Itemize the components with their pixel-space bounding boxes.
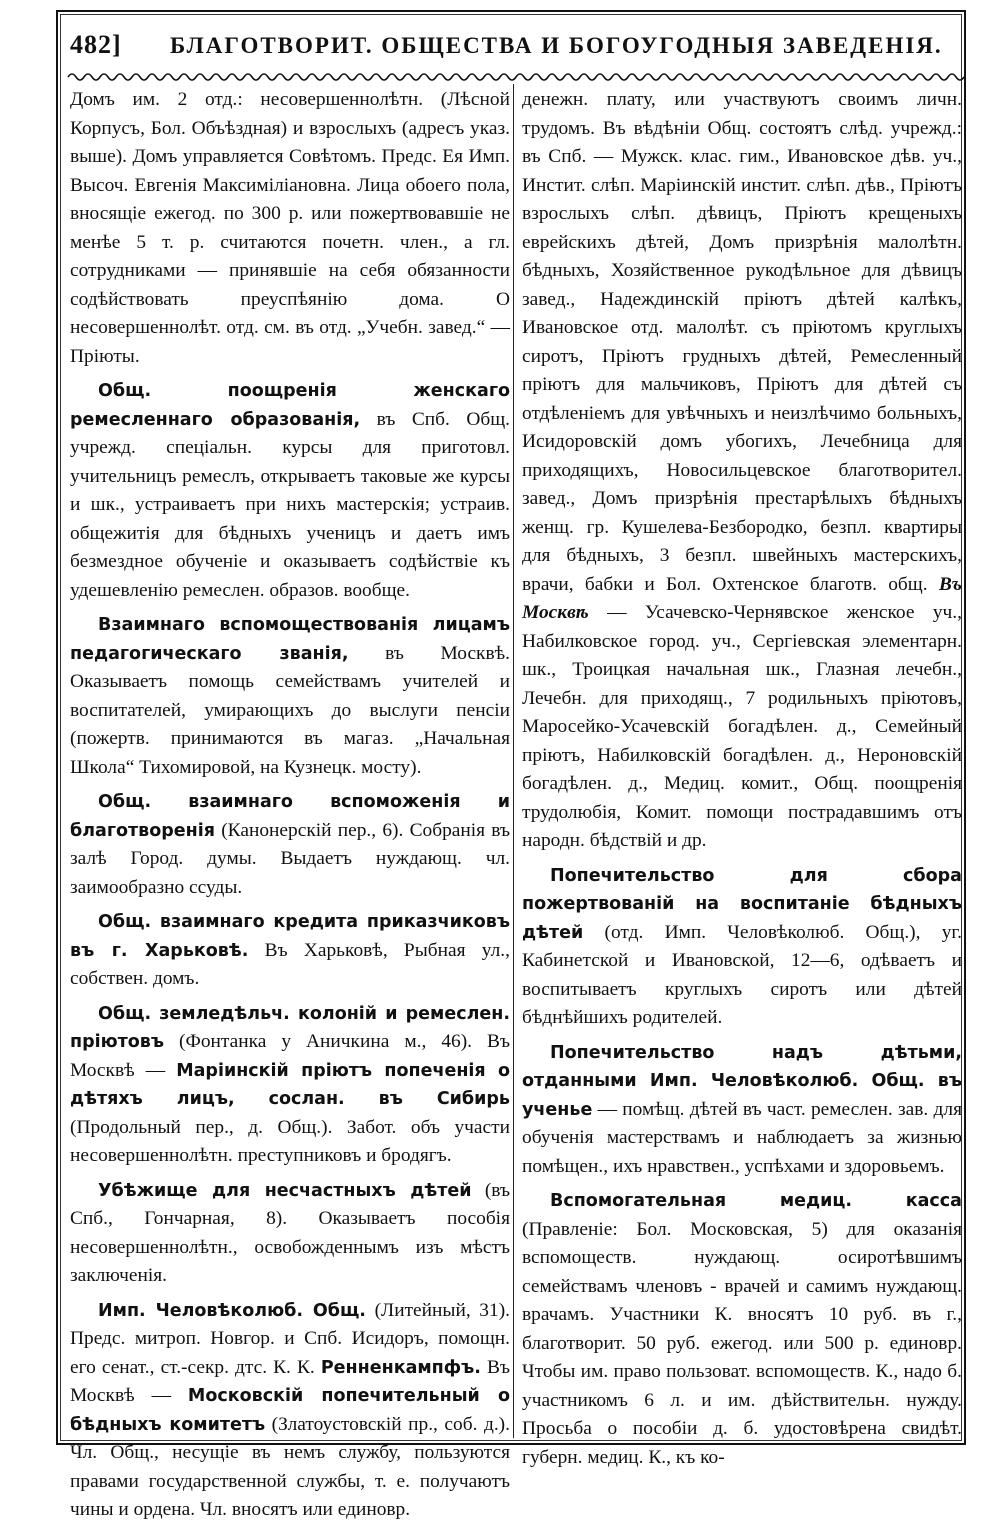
- entry-paragraph: [70, 611, 510, 782]
- wavy-rule-divider: [68, 70, 960, 84]
- entry-text: (Продольный пер., д. Общ.). Забот. объ участи несовершеннолѣтн. преступниковъ и бродягъ.: [70, 1116, 510, 1166]
- entry-text: Домъ им. 2 отд.: несовершеннолѣтн. (Лѣсной Корпусъ, Бол. Объѣздная) и взрослыхъ (адресъ указ. выше). Домъ управляется Совѣтомъ. Предс. Ея Имп. Высоч. Евгенія Максиміліановна. Лица обоего пола, вносящіе ежегод. по 300 р. или пожертвовавшіе не менѣе 5 т. р. считаются почетн. член., а гл. сотрудниками — принявшіе на себя обязанности содѣйствовать преуспѣянію дома. О несовершеннолѣт. отд. см. въ отд. „Учебн. завед.“ — Пріюты.: [70, 89, 510, 367]
- entry-text: въ Москвѣ. Оказываетъ помощь семействамъ учителей и воспитателей, умирающихъ до выслуги пенсіи (пожертв. принимаются въ магаз. „Начальная Школа“ Тихомировой, на Кузнецк. мосту).: [70, 642, 511, 778]
- entry-text: денежн. плату, или участвуютъ своимъ личн. трудомъ. Въ вѣдѣніи Общ. состоятъ слѣд. учрежд.: въ Спб. — Мужск. клас. гим., Ивановское дѣв. уч., Инстит. слѣп. Маріинскій инстит. слѣп. дѣв., Пріютъ взрослыхъ слѣп. дѣвицъ, Пріютъ крещеныхъ еврейскихъ дѣтей, Домъ призрѣнія малолѣтн. бѣдныхъ, Хозяйственное рукодѣльное для дѣвицъ завед., Надеждинскій пріютъ дѣтей калѣкъ, Ивановское отд. малолѣт. съ пріютомъ круглыхъ сиротъ, Пріютъ грудныхъ дѣтей, Ремесленный пріютъ для мальчиковъ, Пріютъ для дѣтей съ отдѣленіемъ для увѣчныхъ и неизлѣчимо больныхъ, Исидоровскій домъ убогихъ, Лечебница для приходящихъ, Новосильцевское благотворител. завед., Домъ призрѣнія престарѣлыхъ бѣдныхъ женщ. гр. Кушелева-Безбородко, безпл. квартиры для бѣдныхъ, 3 безпл. швейныхъ мастерскихъ, врачи, бабки и Бол. Охтенское благотв. общ.: [522, 89, 962, 595]
- entry-paragraph: [522, 86, 962, 856]
- entry-paragraph: [70, 1177, 510, 1291]
- entry-heading: Общ. поощренія женскаго ремесленнаго образованія,: [70, 381, 510, 430]
- entry-heading: Убѣжище для несчастныхъ дѣтей: [98, 1180, 472, 1201]
- entry-heading: Общ. земледѣльч. колоній и ремеслен. пріютовъ: [70, 1003, 510, 1052]
- city-label: Въ Москвѣ: [522, 573, 962, 623]
- entry-heading: Московскій попечительный о бѣдныхъ комитетъ: [70, 1386, 510, 1435]
- entry-text: — Усачевско-Чернявское женское уч., Набилковское город. уч., Сергіевская элементарн. шк., Троицкая начальная шк., Глазная лечебн., Лечебн. для приходящ., 7 родильныхъ пріютовъ, Маросейко-Усачевскій богадѣлен. д., Семейный пріютъ, Набилковскій богадѣлен. д., Нероновскій богадѣлен. д., Медиц. комит., Общ. поощренія трудолюбія, Комит. помощи пострадавшимъ отъ народн. бѣдствій и др.: [522, 602, 962, 851]
- entry-paragraph: [70, 1297, 510, 1525]
- entry-text: (Фонтанка у Аничкина м., 46). Въ Москвѣ —: [70, 1031, 510, 1081]
- right-column: [522, 86, 962, 1468]
- page-header: [70, 30, 960, 70]
- entry-paragraph: [522, 862, 962, 1033]
- entry-text: Въ Харьковѣ, Рыбная ул., собствен. домъ.: [70, 939, 510, 989]
- entry-paragraph: [522, 1187, 962, 1472]
- entry-paragraph: [70, 377, 510, 605]
- left-column: [70, 86, 511, 1520]
- entry-text: (Литейный, 31). Предс. митроп. Новгор. и Спб. Исидоръ, помощн. его сенат., ст.-секр. дтс. К. К.: [70, 1299, 510, 1378]
- entry-heading: Ренненкампфъ.: [320, 1357, 481, 1378]
- entry-heading: Вспомогательная медиц. касса: [550, 1191, 962, 1211]
- entry-paragraph: [70, 788, 510, 902]
- entry-paragraph: [522, 1039, 962, 1182]
- entry-text: (Златоустовскій пр., соб. д.). Чл. Общ., несущіе въ немъ службу, пользуются правами государственной службы, т. е. получаютъ чины и ордена. Чл. вносятъ или единовр.: [70, 1413, 510, 1520]
- entry-heading: Попечительство для сбора пожертвованій на воспитаніе бѣдныхъ дѣтей: [522, 865, 962, 943]
- page-number: 482]: [70, 30, 122, 59]
- entry-text: (отд. Имп. Человѣколюб. Общ.), уг. Кабинетской и Ивановской, 12—6, одѣваетъ и воспитываетъ круглыхъ сиротъ или дѣтей бѣднѣйшихъ родителей.: [522, 921, 962, 1028]
- entry-heading: Общ. взаимнаго вспоможенія и благотворенія: [70, 792, 510, 841]
- entry-text: (Правленіе: Бол. Московская, 5) для оказанія вспомоществ. нуждающ. осиротѣвшимъ семействамъ членовъ - врачей и самимъ нуждающ. врачамъ. Участники К. вносятъ 10 руб. въ г., благотворит. 50 руб. ежегод. или 500 р. единовр. Чтобы им. право пользоват. вспомоществ. К., надо б. участникомъ 6 л. и им. дѣйствительн. нужду. Просьба о пособіи д. б. удостовѣрена свидѣт. губерн. медиц. К., къ ко-: [522, 1218, 962, 1468]
- entry-heading: Имп. Человѣколюб. Общ.: [98, 1300, 366, 1321]
- entry-heading: Маріинскій пріютъ попеченія о дѣтяхъ лицъ, сослан. въ Сибирь: [70, 1060, 511, 1109]
- entry-heading: Попечительство надъ дѣтьми, отданными Имп. Человѣколюб. Общ. въ ученье: [522, 1042, 962, 1120]
- column-divider: [513, 84, 514, 1438]
- entry-text: — помѣщ. дѣтей въ част. ремеслен. зав. для обученія мастерствамъ и наблюдаетъ за жизнью помѣщен., ихъ нравствен., успѣхами и здоровьемъ.: [522, 1098, 962, 1177]
- entry-text: (въ Спб., Гончарная, 8). Оказываетъ пособія несовершеннолѣтн., освобожденнымъ изъ мѣстъ заключенія.: [70, 1179, 510, 1286]
- entry-text: Въ Москвѣ —: [70, 1356, 510, 1406]
- entry-text: въ Спб. Общ. учрежд. спеціальн. курсы для приготовл. учительницъ ремеслъ, открываетъ таковые же курсы и шк., устраиваетъ при нихъ мастерскія; устраив. общежитія для бѣдныхъ ученицъ и даетъ имъ безмездное обученіе и оказываетъ содѣйствіе къ удешевленію ремеслен. образов. вообще.: [70, 408, 510, 601]
- entry-paragraph: [70, 1000, 510, 1171]
- entry-heading: Общ. взаимнаго кредита приказчиковъ въ г. Харьковѣ.: [70, 912, 510, 961]
- entry-heading: Взаимнаго вспомоществованія лицамъ педагогическаго званія,: [70, 615, 510, 664]
- entry-paragraph: [70, 908, 510, 994]
- entry-text: (Канонерскій пер., 6). Собранія въ залѣ Город. думы. Выдаетъ нуждающ. чл. заимообразно ссуды.: [70, 819, 510, 898]
- entry-paragraph: [70, 86, 510, 371]
- running-title: БЛАГОТВОРИТ. ОБЩЕСТВА И БОГОУГОДНЫЯ ЗАВЕДЕНІЯ.: [170, 33, 943, 58]
